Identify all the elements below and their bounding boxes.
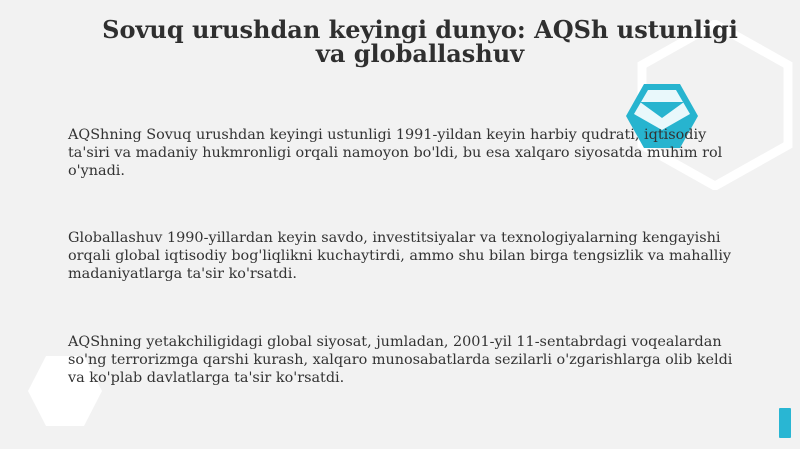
paragraph-us-dominance: AQShning Sovuq urushdan keyingi ustunligi 1991-yildan keyin harbiy qudrati, iqtisodiy ta'siri va madaniy hukmronligi orqali namoyon bo'ldi, bu esa xalqaro siyosatda muhim rol o'ynadi. <box>68 127 723 179</box>
paragraph-global-politics: AQShning yetakchiligidagi global siyosat, jumladan, 2001-yil 11-sentabrdagi voqealardan so'ng terrorizmga qarshi kurash, xalqaro munosabatlarda sezilarli o'zgarishlarga olib keldi va ko'plab davlatlarga ta'sir ko'rsatdi. <box>68 334 733 386</box>
accent-bar <box>779 408 791 438</box>
slide-title: Sovuq urushdan keyingi dunyo: AQSh ustunligi va globallashuv <box>102 15 738 68</box>
paragraph-globalization: Globallashuv 1990-yillardan keyin savdo, investitsiyalar va texnologiyalarning kengayishi orqali global iqtisodiy bog'liqlikni kuchaytirdi, ammo shu bilan birga tengsizlik va mahalliy madaniyatlarga ta'sir ko'rsatdi. <box>68 230 732 282</box>
